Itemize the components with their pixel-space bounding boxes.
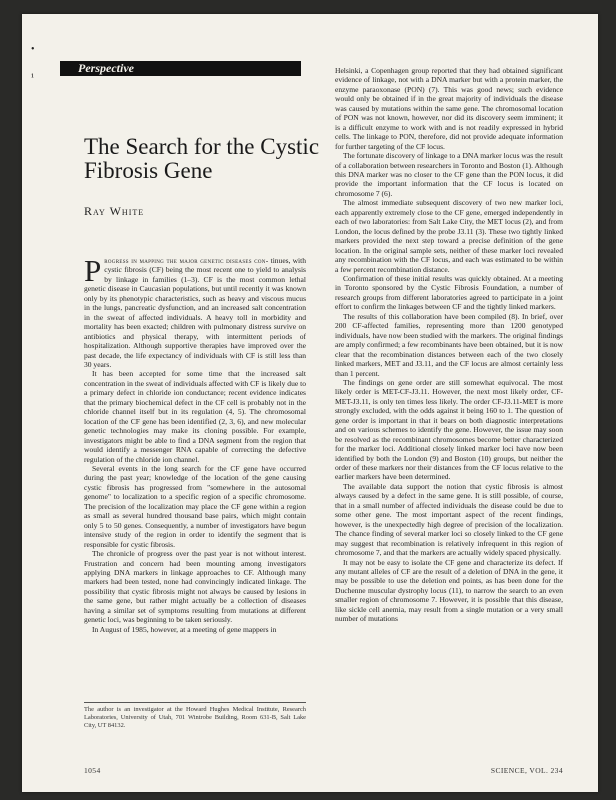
section-label: Perspective — [60, 61, 301, 76]
body-paragraph: Several events in the long search for the CF gene have occurred during the past year; knowledge of the location of the gene causing cystic fibrosis has progressed from "somewhere in the autosomal genome" to localization to a specific region of a specific chromosome. The precision of the localization may place the CF gene within a region as small as several hundred thousand base pairs, which might contain only 5 to 50 genes. Consequently, a number of investigators have begun intensive study of the region in order to identify the segment that is responsible for cystic fibrosis. — [84, 463, 306, 549]
body-paragraph: Confirmation of these initial results was quickly obtained. At a meeting in Toronto sponsored by the Cystic Fibrosis Foundation, a number of research groups from different laboratories agreed to participate in a joint effort to confirm the linkages between CF and the tightly linked markers. — [335, 273, 563, 312]
body-paragraph: The fortunate discovery of linkage to a DNA marker locus was the result of a collaboration between researchers in Toronto and Boston (1). Although this DNA marker was no closer to the CF gene than the PON locus, it did provide the important information that the CF locus is located on chromosome 7 (6). — [335, 151, 563, 198]
journal-volume: SCIENCE, VOL. 234 — [490, 766, 563, 775]
body-paragraph: The results of this collaboration have been compiled (8). In brief, over 200 CF-affected families, representing more than 1200 genotyped individuals, have now been studied with the markers. The original findings are amply confirmed; a few recombinants have been obtained, but it is now clear that the recombination distances between each of the two closely linked markers, MET and J3.11, and the CF locus are almost certainly less than 1 percent. — [335, 311, 563, 378]
footnote-rule — [84, 702, 306, 703]
drop-cap: P — [84, 253, 102, 288]
body-paragraph: It has been accepted for some time that the increased salt concentration in the sweat of individuals affected with CF is likely due to a primary defect in chloride ion conductance; recent evidence indicates that the primary biochemical defect in the CF cell is probably not in the chloride channel itself but in its regulation (4, 5). The chromosomal location of the CF gene has been identified (2, 3, 6), and new molecular genetic technologies may make its cloning possible. For example, investigators might be able to find a DNA segment from the region that would identify a messenger RNA capable of correcting the defective regulation of the chloride ion channel. — [84, 369, 306, 464]
lead-paragraph — [84, 253, 306, 369]
body-paragraph: The available data support the notion that cystic fibrosis is almost always caused by a defect in the same gene. It is still possible, of course, that in a small number of affected individuals the disease could be due to some other gene. The most important aspect of the recent findings, however, is the unexpectedly high degree of precision of the localization. The chance finding of several marker loci so closely linked to the CF gene may suggest that recombination is relatively infrequent in this region of chromosome 7, and that the markers are actually widely spaced physically. — [335, 481, 563, 558]
lead-text: tinues, with cystic fibrosis (CF) being the most recent one to yield to analysis by linkage in families (1–3). CF is the most common lethal genetic disease in Caucasian populations, but until recently it was known only by its phenotypic characteristics, such as heavy and viscous mucus in the lungs, pancreatic dysfunction, and an increased salt concentration in the sweat of affected individuals. A heavy toll in morbidity and mortality has been exacted; children with pulmonary distress survive on antibiotics and physical therapy, with intermittent periods of hospitalization. Although supportive therapies have improved over the past decade, the life expectancy of individuals with CF is still less than 30 years. — [84, 256, 306, 369]
column-right — [335, 66, 563, 624]
body-paragraph: Helsinki, a Copenhagen group reported that they had obtained significant evidence of linkage, not with a DNA marker but with a protein marker, the enzyme paraoxonase (PON) (7). This was good news; such evidence would only be obtained if in the great majority of individuals the disease was caused by mutations within the same gene. The chromosomal location of PON was not known, however, nor did its discovery seem imminent; it is a difficult enzyme to work with and is not readily expressed in hybrid cells. The linkage to PON, therefore, did not provide adequate information for further targeting of the CF locus. — [335, 66, 563, 151]
lead-smallcaps: rogress in mapping the major genetic diseases con- — [104, 256, 269, 265]
page-number: 1054 — [84, 766, 101, 775]
body-paragraph: In August of 1985, however, at a meeting of gene mappers in — [92, 624, 277, 634]
author-name: Ray White — [84, 204, 145, 218]
journal-page — [22, 14, 598, 792]
body-paragraph: The chronicle of progress over the past year is not without interest. Frustration and concern had been mounting among investigators applying DNA markers in linkage approaches to CF. Although many markers had been tested, none had convincingly indicated linkage. The possibility that cystic fibrosis might not always be caused by lesions in the same gene, but rather might actually be a collection of diseases having a similar set of symptoms resulting from mutations at different genetic loci, was beginning to be taken seriously. — [84, 549, 306, 625]
body-paragraph: It may not be easy to isolate the CF gene and characterize its defect. If any mutant alleles of CF are the result of a deletion of DNA in the gene, it may be possible to use the deletion end points, as has been done for the Duchenne muscular dystrophy locus (11), to narrow the search to an even smaller region of chromosome 7. However, it is possible that this disease, like sickle cell anemia, may result from a single mutation or a very small number of mutations — [335, 557, 563, 624]
body-paragraph: The findings on gene order are still somewhat equivocal. The most likely order is MET-CF-J3.11. However, the next most likely order, CF-MET-J3.11, is only ten times less likely. The order CF-J3.11-MET is more strongly excluded, with the odds against it being 160 to 1. The question of gene order is important in that it bears on both diagnostic interpretations and on various schemes to identify the gene. However, the issue may soon be resolved as the recombinant chromosomes become better characterized for the marker loci. Additional closely linked marker loci have now been identified by both the London (9) and Boston (10) groups, but neither the order of these markers nor their distances from the CF locus relative to the earlier markers have been determined. — [335, 377, 563, 482]
author-footnote: The author is an investigator at the Howard Hughes Medical Institute, Research Laboratories, University of Utah, 701 Wintrobe Building, Room 631-B, Salt Lake City, UT 84132. — [84, 706, 306, 729]
margin-mark: ¹ — [31, 72, 34, 83]
body-paragraph: The almost immediate subsequent discovery of two new marker loci, each apparently extremely close to the CF gene, emerged independently in each of two laboratories: from Salt Lake City, the MET locus (2), and from London, the locus defined by the probe J3.11 (3). These two tightly linked markers provided the next step toward a precise definition of the gene location. In the original sample sets, neither of these marker loci revealed any recombination with the CF locus, and each was estimated to be within a few percent recombination distance. — [335, 198, 563, 274]
article-title: The Search for the Cystic Fibrosis Gene — [84, 134, 320, 183]
column-left — [84, 253, 306, 634]
margin-mark: • — [31, 44, 35, 55]
